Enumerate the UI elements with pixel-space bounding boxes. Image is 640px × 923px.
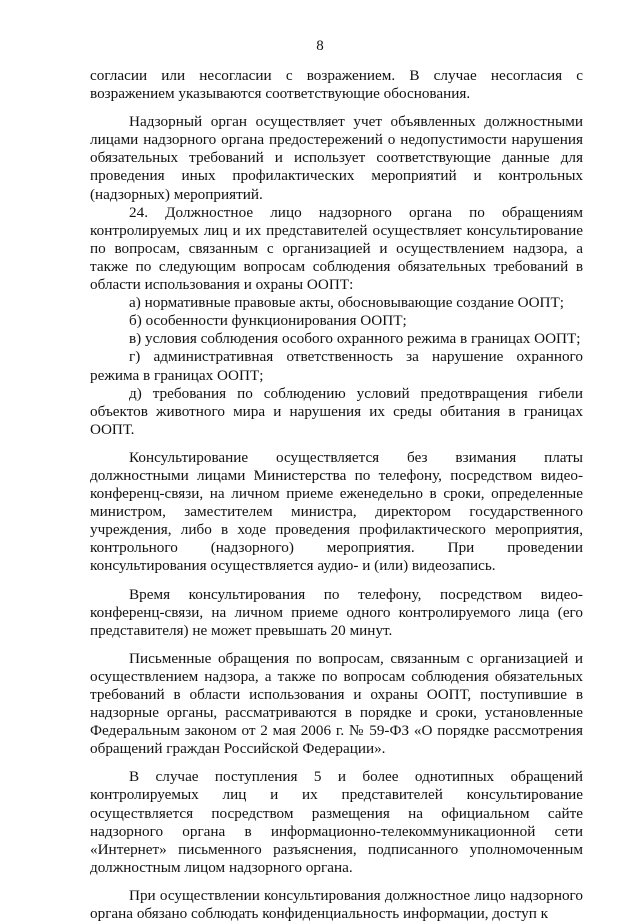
list-item-g: г) административная ответственность за нарушение охранного режима в границах ООПТ; xyxy=(90,348,583,384)
list-item-v: в) условия соблюдения особого охранного режима в границах ООПТ; xyxy=(129,330,581,348)
page-number: 8 xyxy=(316,38,324,54)
paragraph-written-requests: Письменные обращения по вопросам, связанным с организацией и осуществлением надзора, а также по вопросам соблюдения обязательных требований в области использования и охраны ООПТ, поступившие в надзорные органы, рассматриваются в порядке и сроки, установленные Федеральным законом от 2 мая 2006 г. № 59-ФЗ «О порядке рассмотрения обращений граждан Российской Федерации». xyxy=(90,649,583,758)
list-item-d: д) требования по соблюдению условий предотвращения гибели объектов животного мира и нарушения их среды обитания в границах ООПТ. xyxy=(90,384,583,438)
paragraph-supervision-accounting: Надзорный орган осуществляет учет объявленных должностными лицами надзорного органа предостережений о недопустимости нарушения обязательных требований и использует соответствующие данные для проведения иных профилактических мероприятий и контрольных (надзорных) мероприятий. xyxy=(90,113,583,203)
paragraph-continuation: согласии или несогласии с возражением. В случае несогласия с возражением указываются соответствующие обоснования. xyxy=(90,67,583,103)
paragraph-confidentiality: При осуществлении консультирования должностное лицо надзорного органа обязано соблюдать конфиденциальность информации, доступ к xyxy=(90,886,583,923)
list-item-b: б) особенности функционирования ООПТ; xyxy=(129,312,407,330)
list-item-a: а) нормативные правовые акты, обосновывающие создание ООПТ; xyxy=(129,294,565,312)
paragraph-similar-requests: В случае поступления 5 и более однотипных обращений контролируемых лиц и их представителей консультирование осуществляется посредством размещения на официальном сайте надзорного органа в информационно-телекоммуникационной сети «Интернет» письменного разъяснения, подписанного уполномоченным должностным лицом надзорного органа. xyxy=(90,768,583,876)
paragraph-consulting-time: Время консультирования по телефону, посредством видео-конференц-связи, на личном приеме одного контролируемого лица (его представителя) не может превышать 20 минут. xyxy=(90,585,583,639)
document-body xyxy=(90,67,583,923)
paragraph-consulting-terms: Консультирование осуществляется без взимания платы должностными лицами Министерства по телефону, посредством видео-конференц-связи, на личном приеме еженедельно в сроки, определенные министром, заместителем министра, директором государственного учреждения, либо в ходе проведения профилактического мероприятия, контрольного (надзорного) мероприятия. При проведении консультирования осуществляется аудио- и (или) видеозапись. xyxy=(90,448,583,575)
paragraph-item-24: 24. Должностное лицо надзорного органа по обращениям контролируемых лиц и их представителей осуществляет консультирование по вопросам, связанным с организацией и осуществлением надзора, а также по следующим вопросам соблюдения обязательных требований в области использования и охраны ООПТ: xyxy=(90,203,583,294)
